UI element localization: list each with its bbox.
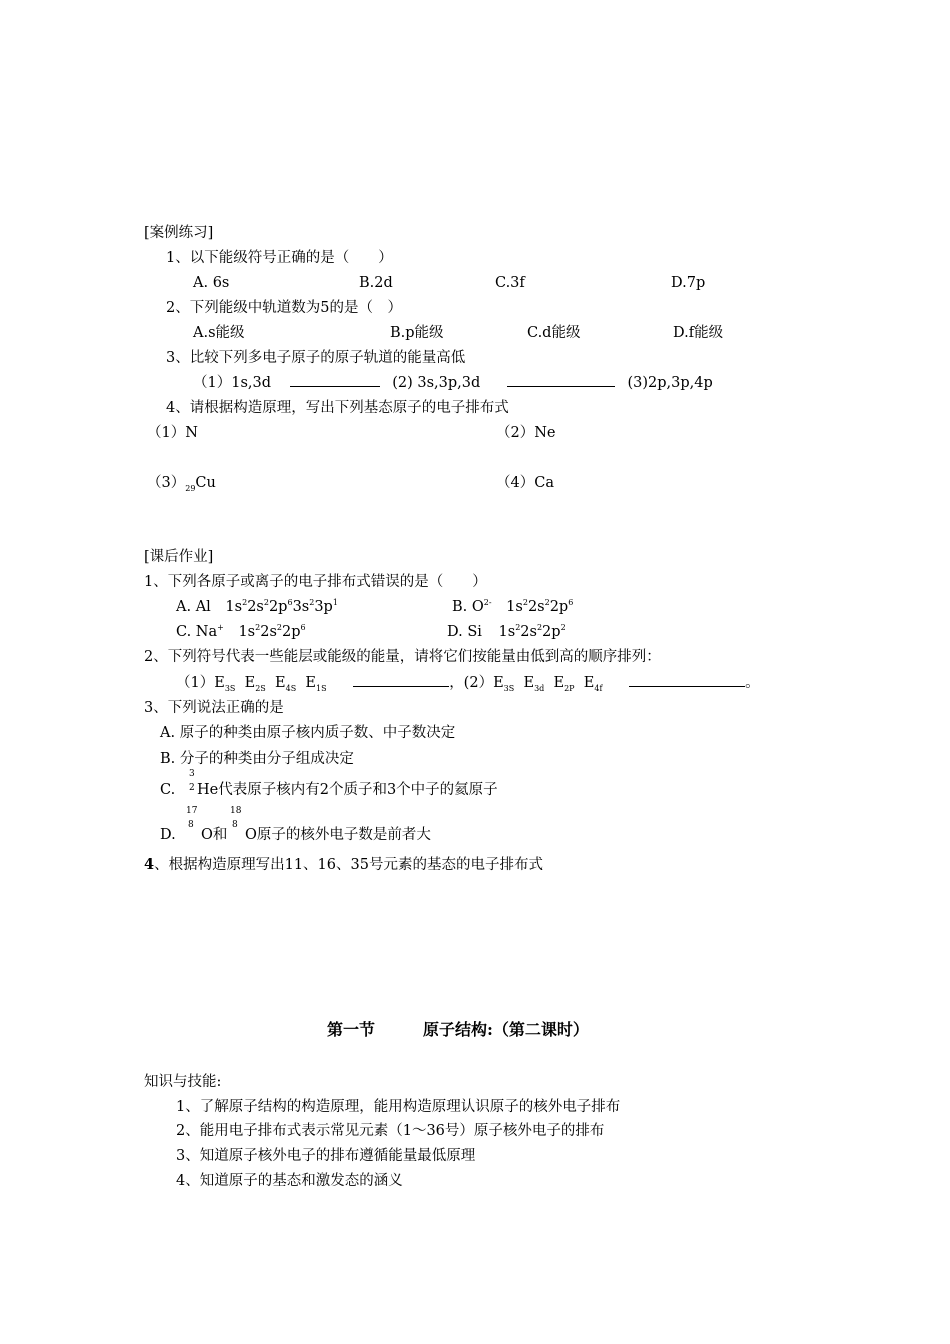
item-prefix: （3） <box>147 475 186 491</box>
practice-q2-option-d: D.f能级 <box>673 325 724 341</box>
homework-q1-option-c <box>176 623 306 641</box>
homework-q4 <box>144 856 543 874</box>
homework-q3-option-d-text1: O和 <box>201 827 228 843</box>
goal-item: 2、能用电子排布式表示常见元素（1～36号）原子核外电子的排布 <box>176 1123 605 1139</box>
goals-header: 知识与技能: <box>144 1074 222 1090</box>
end-mark: 。 <box>745 675 760 691</box>
homework-q3-option-b: B. 分子的种类由分子组成决定 <box>160 751 354 767</box>
atomic-number: 8 <box>232 820 238 830</box>
homework-q1-option-d <box>447 623 566 641</box>
option-label: D. Si <box>447 624 482 640</box>
practice-q2-option-b: B.p能级 <box>390 325 444 341</box>
ion-charge: 2- <box>483 598 492 608</box>
electron-configuration: $1s^22s^22p^6$ <box>238 623 306 640</box>
mass-number: 18 <box>230 806 242 816</box>
practice-q1-stem: 1、以下能级符号正确的是（ ） <box>166 250 393 266</box>
goal-item: 3、知道原子核外电子的排布遵循能量最低原理 <box>176 1148 476 1164</box>
element-symbol: Cu <box>195 475 216 491</box>
option-label: A. Al <box>176 599 211 615</box>
homework-q1-option-a <box>176 598 338 616</box>
practice-q2-stem: 2、下列能级中轨道数为5的是（ ） <box>166 300 402 316</box>
homework-q3-option-c-text: He代表原子核内有2个质子和3个中子的氦原子 <box>197 782 498 798</box>
practice-q2-option-c: C.d能级 <box>527 325 581 341</box>
atomic-number: 29 <box>185 483 196 493</box>
part-label: （1） <box>176 675 215 691</box>
homework-header: [课后作业] <box>144 549 214 565</box>
practice-q3-part1 <box>193 374 713 392</box>
practice-q1-option-a: A. 6s <box>193 275 230 291</box>
energy-list-1: $E_{3S}$ $E_{2S}$ $E_{4S}$ $E_{1S}$ <box>214 675 327 693</box>
section-title-right: 原子结构:（第二课时） <box>423 1020 589 1039</box>
practice-q3-part3-text: (3)2p,3p,4p <box>627 375 713 391</box>
answer-blank <box>629 674 745 687</box>
question-stem: 、根据构造原理写出11、16、35号元素的基态的电子排布式 <box>154 857 543 873</box>
homework-q2-parts <box>176 674 760 692</box>
goal-item: 1、了解原子结构的构造原理，能用构造原理认识原子的核外电子排布 <box>176 1099 621 1115</box>
section-title-left: 第一节 <box>327 1020 376 1039</box>
homework-q3-option-d-prefix: D. <box>160 827 176 843</box>
question-number: 4 <box>144 856 155 873</box>
practice-header: [案例练习] <box>144 225 214 241</box>
practice-q1-option-d: D.7p <box>671 275 706 291</box>
homework-q3-option-a: A. 原子的种类由原子核内质子数、中子数决定 <box>160 725 456 741</box>
practice-q3-stem: 3、比较下列多电子原子的原子轨道的能量高低 <box>166 350 466 366</box>
homework-q1-option-b <box>452 598 573 616</box>
practice-q4-item3 <box>147 474 216 492</box>
practice-q1-option-c: C.3f <box>495 275 525 291</box>
option-label: B. O <box>452 599 484 615</box>
answer-blank <box>507 374 615 387</box>
ion-charge: + <box>217 623 224 633</box>
practice-q4-item4: （4）Ca <box>496 475 554 491</box>
practice-q4-item2: （2）Ne <box>496 425 556 441</box>
practice-q2-option-a: A.s能级 <box>193 325 245 341</box>
answer-blank <box>290 374 380 387</box>
homework-q2-stem: 2、下列符号代表一些能层或能级的能量，请将它们按能量由低到高的顺序排列： <box>144 649 661 665</box>
homework-q1-stem: 1、下列各原子或离子的电子排布式错误的是（ ） <box>144 574 487 590</box>
homework-q3-stem: 3、下列说法正确的是 <box>144 700 284 716</box>
practice-q3-part2-text: (2) 3s,3p,3d <box>392 375 481 391</box>
practice-q4-item1: （1）N <box>147 425 198 441</box>
practice-q1-option-b: B.2d <box>359 275 393 291</box>
electron-configuration: $1s^22s^22p^2$ <box>498 623 566 640</box>
homework-q3-option-d-text2: O原子的核外电子数是前者大 <box>245 827 431 843</box>
practice-q4-stem: 4、请根据构造原理，写出下列基态原子的电子排布式 <box>166 400 509 416</box>
practice-q3-part1-text: （1）1s,3d <box>193 375 272 391</box>
energy-list-2: $E_{3S}$ $E_{3d}$ $E_{2P}$ $E_{4f}$ <box>493 675 603 693</box>
mass-number: 3 <box>189 769 195 779</box>
atomic-number: 8 <box>188 820 194 830</box>
answer-blank <box>353 674 449 687</box>
electron-configuration: $1s^22s^22p^6$ <box>506 598 574 615</box>
atomic-number: 2 <box>189 783 195 793</box>
electron-configuration: $1s^22s^22p^63s^23p^1$ <box>225 598 338 615</box>
option-label: C. Na <box>176 624 218 640</box>
homework-q3-option-c-prefix: C. <box>160 782 176 798</box>
separator: ，(2） <box>449 675 494 691</box>
mass-number: 17 <box>186 806 198 816</box>
goal-item: 4、知道原子的基态和激发态的涵义 <box>176 1173 403 1189</box>
